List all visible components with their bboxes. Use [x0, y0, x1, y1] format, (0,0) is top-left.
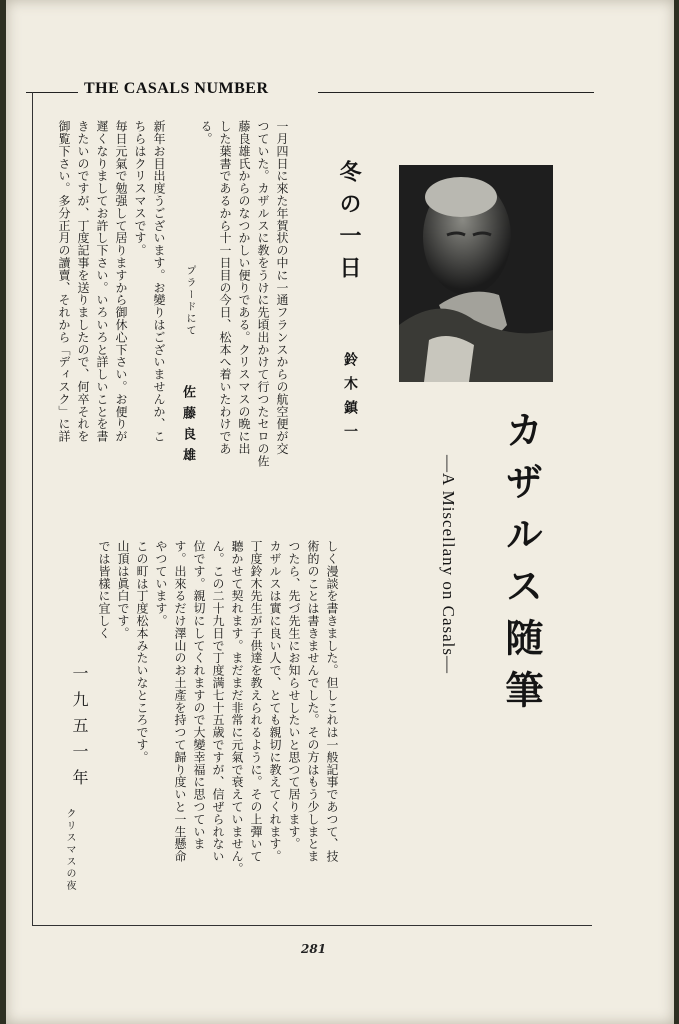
page-number: 281	[301, 942, 327, 956]
text-line: やつています。	[154, 540, 168, 627]
letter-closing: クリスマスの夜	[64, 808, 75, 892]
text-line: ちらはクリスマスです。	[133, 120, 147, 257]
running-header: THE CASALS NUMBER	[84, 80, 269, 97]
essay-author: 鈴木鎮一	[342, 352, 358, 448]
header-rule-right	[318, 92, 594, 93]
text-line: きたいのですが、丁度記事を送りましたので、何卒それを	[76, 120, 90, 443]
collar-shape	[424, 336, 474, 382]
text-line: 位です。親切にしてくれますので大變幸福に思つていま	[192, 540, 206, 850]
text-line: 一月四日に來た年賀状の中に一通フランスからの航空便が交	[275, 120, 289, 455]
letter-body-top	[54, 120, 168, 505]
text-line: る。	[199, 120, 213, 145]
text-line: では皆樣に宜しく	[97, 540, 111, 640]
portrait-image	[399, 165, 553, 382]
magazine-page	[6, 0, 674, 1024]
text-line: 聽かせて契れます。まだまだ非常に元氣で衰えていません。	[230, 540, 244, 875]
article-subtitle: —A Miscellany on Casals—	[439, 455, 458, 675]
text-line: 新年お目出度うございます。お變りはございませんか、こ	[152, 120, 166, 443]
frame-bottom-rule	[32, 925, 592, 926]
text-line: 山頂は眞白です。	[116, 540, 130, 640]
bald-head-highlight	[425, 177, 497, 217]
frame-left-rule	[32, 92, 33, 926]
letter-sender: 佐藤良雄	[180, 385, 195, 469]
text-line: 藤良雄氏からのなつかしい便りである。クリスマスの晩に出	[237, 120, 251, 455]
letter-body-bottom	[94, 540, 341, 910]
text-line: 御覧下さい。多分正月の讀賣、それから「ディスク」に詳	[57, 120, 71, 443]
letter-date: 一九五一年	[70, 665, 89, 795]
text-line: した葉書であるから十一日目の今日、松本へ着いたわけであ	[218, 120, 232, 455]
text-line: す。出來るだけ澤山のお土產を持つて歸り度いと一生懸命	[173, 540, 187, 863]
essay-paragraph-1	[196, 120, 291, 505]
text-line: この町は丁度松本みたいなところです。	[135, 540, 149, 764]
text-line: カザルスは實に良い人で、とても親切に教えてくれます。	[268, 540, 282, 863]
text-line: 毎日元氣で勉强して居りますから御休心下さい。お便りが	[114, 120, 128, 443]
text-line: 術的のことは書きませんでした。その方はもう少しまとま	[306, 540, 320, 863]
text-line: しく漫談を書きました。但しこれは一般記事であつて、技	[325, 540, 339, 863]
text-line: ん。この二十九日で丁度满七十五歳ですが、信ぜられない	[211, 540, 225, 863]
text-line: 丁度鈴木先生が子供達を教えられるように。その上彈いて	[249, 540, 263, 863]
portrait-photo	[399, 165, 553, 382]
header-rule-left	[26, 92, 78, 93]
text-line: つていた。カザルスに教をうけに先頃出かけて行つたセロの佐	[256, 120, 270, 468]
letter-place: プラードにて	[184, 265, 195, 337]
essay-title: 冬の一日	[336, 160, 362, 288]
text-line: つたら、先づ先生にお知らせしたいと思つて居ります。	[287, 540, 301, 850]
text-line: 遲くなりましてお許し下さい。いろいろと詳しいことを書	[95, 120, 109, 443]
article-title: カザルス随筆	[499, 410, 544, 722]
